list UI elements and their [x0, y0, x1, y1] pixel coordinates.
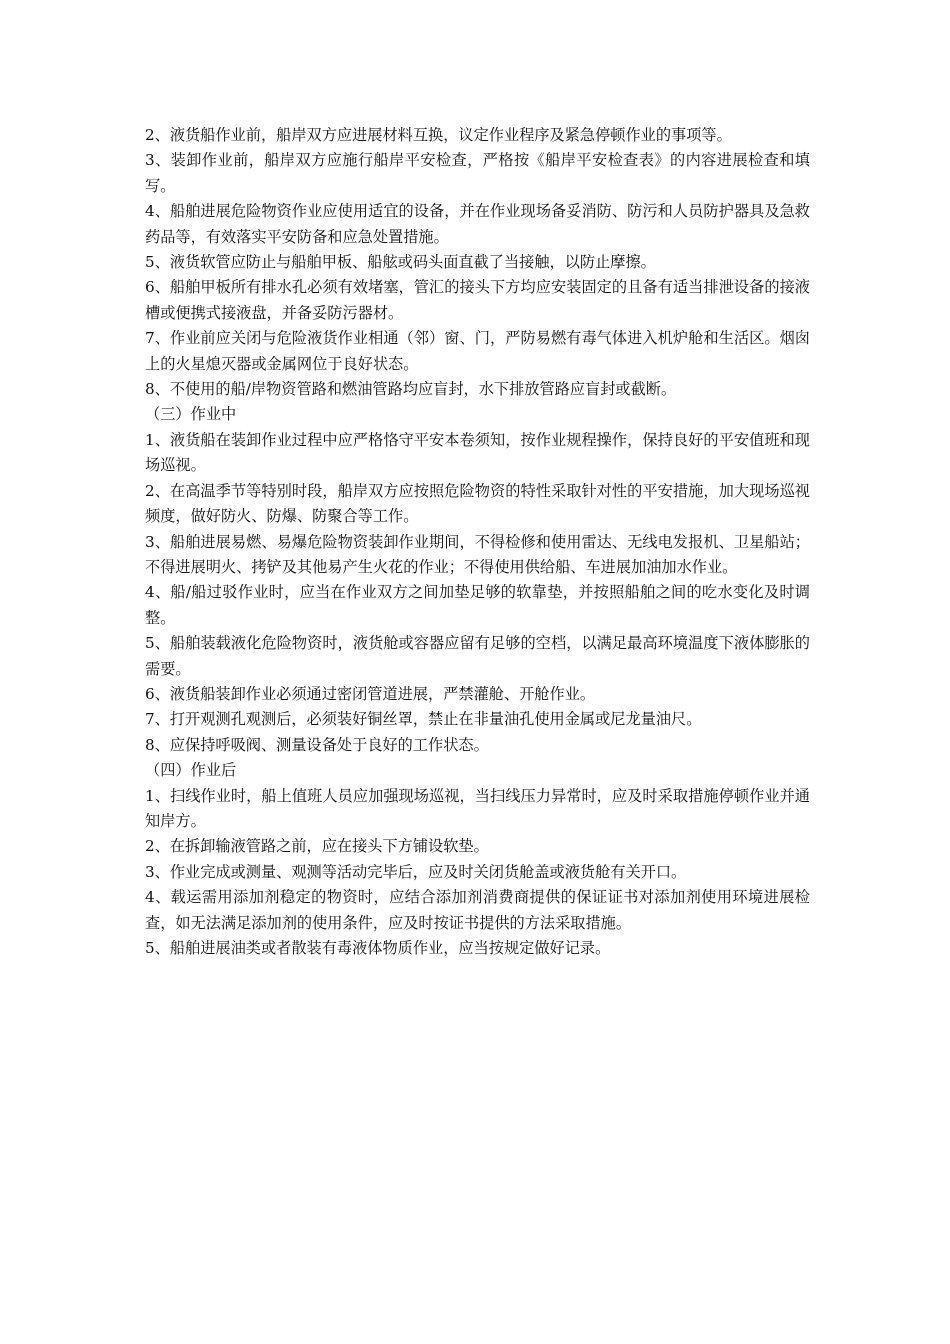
- paragraph: 2、液货船作业前，船岸双方应进展材料互换，议定作业程序及紧急停顿作业的事项等。: [145, 126, 732, 144]
- paragraph: 1、扫线作业时，船上值班人员应加强现场巡视，当扫线压力异常时，应及时采取措施停顿作业并通知岸方。: [145, 786, 810, 830]
- paragraph: 1、液货船在装卸作业过程中应严格恪守平安本卷须知，按作业规程操作，保持良好的平安值班和现场巡视。: [145, 430, 810, 475]
- paragraph: 3、船舶进展易燃、易爆危险物资装卸作业期间，不得检修和使用雷达、无线电发报机、卫星船站；不得进展明火、拷铲及其他易产生火花的作业；不得使用供给船、车进展加油加水作业。: [145, 532, 810, 576]
- paragraph: 3、作业完成或测量、观测等活动完毕后，应及时关闭货舱盖或液货舱有关开口。: [145, 862, 687, 881]
- document-body: [145, 123, 810, 961]
- paragraph: 6、船舶甲板所有排水孔必须有效堵塞，管汇的接头下方均应安装固定的且备有适当排泄设备的接液槽或便携式接液盘，并备妥防污器材。: [145, 278, 810, 322]
- paragraph: 7、作业前应关闭与危险液货作业相通（邻）窗、门，严防易燃有毒气体进入机炉舱和生活区。烟囱上的火星熄灭器或金属网位于良好状态。: [145, 329, 810, 373]
- paragraph: 3、装卸作业前，船岸双方应施行船岸平安检查，严格按《船岸平安检查表》的内容进展检查和填写。: [145, 151, 810, 195]
- paragraph: 6、液货船装卸作业必须通过密闭管道进展，严禁灌舱、开舱作业。: [145, 684, 596, 703]
- paragraph: 8、不使用的船/岸物资管路和燃油管路均应盲封，水下排放管路应盲封或截断。: [145, 380, 677, 399]
- paragraph: 5、船舶进展油类或者散装有毒液体物质作业，应当按规定做好记录。: [145, 939, 611, 957]
- section-heading: （四）作业后: [145, 761, 237, 780]
- paragraph: 2、在拆卸输液管路之前，应在接头下方铺设软垫。: [145, 837, 489, 856]
- paragraph: 8、应保持呼吸阀、测量设备处于良好的工作状态。: [145, 735, 489, 754]
- paragraph: 4、船/船过驳作业时，应当在作业双方之间加垫足够的软靠垫，并按照船舶之间的吃水变化及时调整。: [145, 583, 810, 627]
- paragraph: 2、在高温季节等特别时段，船岸双方应按照危险物资的特性采取针对性的平安措施，加大现场巡视频度，做好防火、防爆、防聚合等工作。: [145, 481, 810, 526]
- paragraph: 4、载运需用添加剂稳定的物资时，应结合添加剂消费商提供的保证证书对添加剂使用环境进展检查，如无法满足添加剂的使用条件，应及时按证书提供的方法采取措施。: [145, 888, 810, 932]
- paragraph: 4、船舶进展危险物资作业应使用适宜的设备，并在作业现场备妥消防、防污和人员防护器具及急救药品等，有效落实平安防备和应急处置措施。: [145, 202, 810, 246]
- paragraph: 7、打开观测孔观测后，必须装好铜丝罩，禁止在非量油孔使用金属或尼龙量油尺。: [145, 710, 702, 729]
- section-heading: （三）作业中: [145, 405, 237, 424]
- paragraph: 5、船舶装载液化危险物资时，液货舱或容器应留有足够的空档，以满足最高环境温度下液体膨胀的需要。: [145, 634, 810, 678]
- paragraph: 5、液货软管应防止与船舶甲板、船舷或码头面直截了当接触，以防止摩擦。: [145, 253, 656, 272]
